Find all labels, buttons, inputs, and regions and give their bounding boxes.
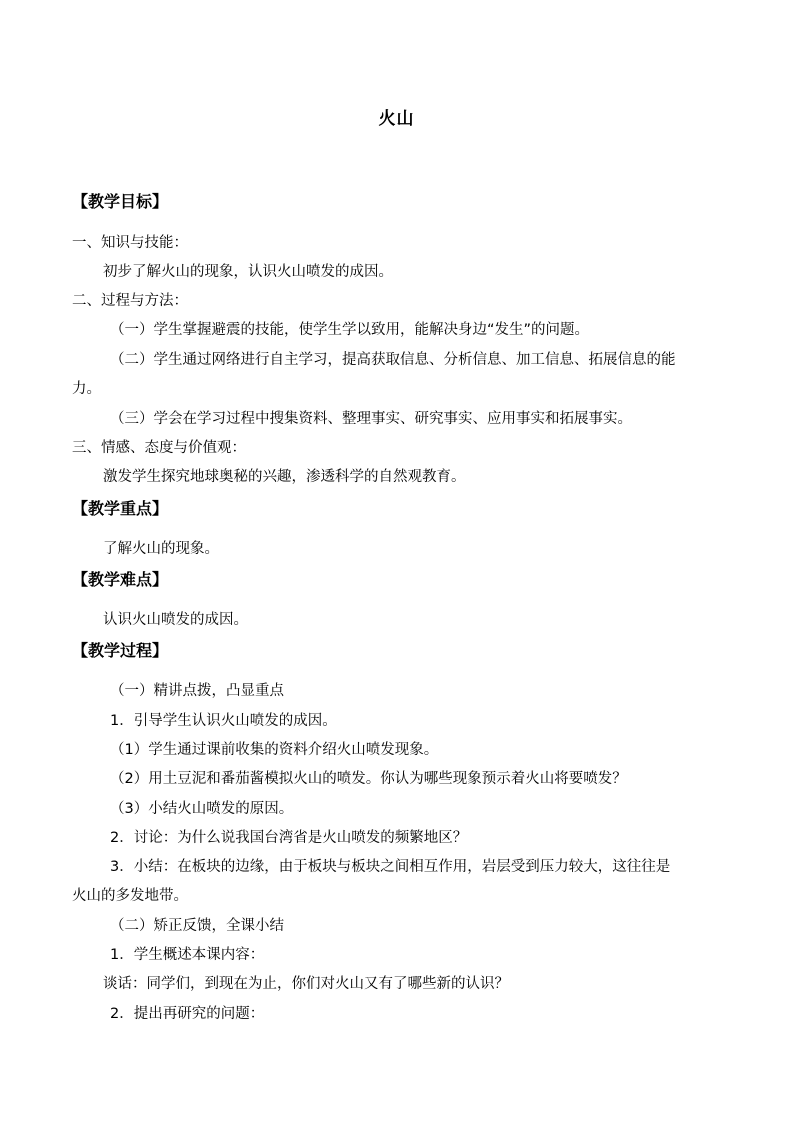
process-line-5: （3）小结火山喷发的原因。 [110,801,294,817]
section-1-title: 一、知识与技能： [72,235,188,251]
process-line-8: （二）矫正反馈，全课小结 [110,918,284,934]
process-line-4: （2）用土豆泥和番茄酱模拟火山的喷发。你认为哪些现象预示着火山将要喷发？ [110,771,627,787]
section-3-body: 激发学生探究地球奥秘的兴趣，渗透科学的自然观教育。 [103,469,466,485]
process-line-2: 1．引导学生认识火山喷发的成因。 [110,713,337,729]
document-title: 火山 [378,109,415,129]
process-line-1: （一）精讲点拨，凸显重点 [110,683,284,699]
goals-heading: 【教学目标】 [72,192,169,211]
process-heading: 【教学过程】 [72,641,169,660]
process-line-6: 2．讨论：为什么说我国台湾省是火山喷发的频繁地区？ [110,830,468,846]
key-points-heading: 【教学重点】 [72,499,169,518]
section-3-title: 三、情感、态度与价值观： [72,440,246,456]
process-line-3: （1）学生通过课前收集的资料介绍火山喷发现象。 [110,742,439,758]
section-2-item-2-line-2: 力。 [72,381,101,397]
process-line-10: 谈话：同学们，到现在为止，你们对火山又有了哪些新的认识？ [103,976,509,992]
section-2-item-2-line-1: （二）学生通过网络进行自主学习，提高获取信息、分析信息、加工信息、拓展信息的能 [110,352,676,368]
difficulties-body: 认识火山喷发的成因。 [103,612,248,628]
process-line-7a: 3．小结：在板块的边缘，由于板块与板块之间相互作用，岩层受到压力较大，这往往是 [110,859,671,875]
process-line-9: 1．学生概述本课内容： [110,947,265,963]
section-1-body: 初步了解火山的现象，认识火山喷发的成因。 [103,264,393,280]
difficulties-heading: 【教学难点】 [72,570,169,589]
process-line-7b: 火山的多发地带。 [72,888,188,904]
process-line-11: 2．提出再研究的问题： [110,1006,265,1022]
section-2-item-1: （一）学生掌握避震的技能，使学生学以致用，能解决身边“发生”的问题。 [110,322,590,338]
key-points-body: 了解火山的现象。 [103,541,219,557]
section-2-title: 二、过程与方法： [72,293,188,309]
section-2-item-3: （三）学会在学习过程中搜集资料、整理事实、研究事实、应用事实和拓展事实。 [110,411,632,427]
